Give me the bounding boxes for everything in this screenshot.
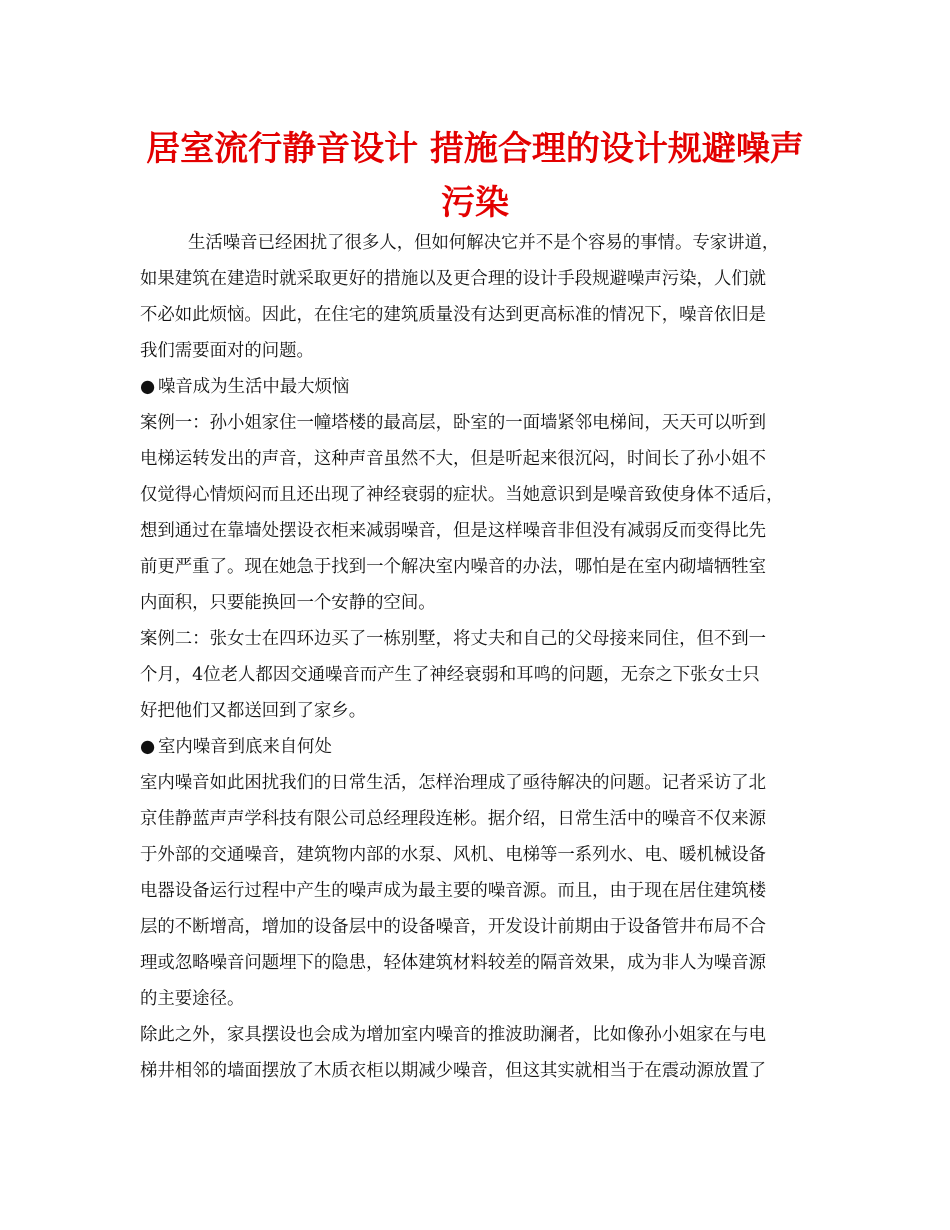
paragraph-line: 梯井相邻的墙面摆放了木质衣柜以期减少噪音，但这其实就相当于在震动源放置了 [140,1061,767,1081]
paragraph-line: 个月，4位老人都因交通噪音而产生了神经衰弱和耳鸣的问题，无奈之下张女士只 [140,665,760,685]
article-body [140,225,820,1089]
paragraph-line: 除此之外，家具摆设也会成为增加室内噪音的推波助澜者，比如像孙小姐家在与电 [140,1025,767,1045]
paragraph-line: 理或忽略噪音问题埋下的隐患，轻体建筑材料较差的隔音效果，成为非人为噪音源 [140,953,767,973]
section-heading [140,729,820,765]
paragraph-line: 案例一：孙小姐家住一幢塔楼的最高层，卧室的一面墙紧邻电梯间，天天可以听到 [140,413,767,433]
title-line-2: 污染 [441,183,509,223]
paragraph-line: 我们需要面对的问题。 [140,341,314,361]
section-heading [140,369,820,405]
paragraph-line: 如果建筑在建造时就采取更好的措施以及更合理的设计手段规避噪声污染，人们就 [140,269,767,289]
paragraph-line: 电梯运转发出的声音，这种声音虽然不大，但是听起来很沉闷，时间长了孙小姐不 [140,449,767,469]
paragraph-line: 不必如此烦恼。因此，在住宅的建筑质量没有达到更高标准的情况下，噪音依旧是 [140,305,767,325]
paragraph-line: 生活噪音已经困扰了很多人，但如何解决它并不是个容易的事情。专家讲道， [188,233,780,253]
paragraph-line: 好把他们又都送回到了家乡。 [140,701,367,721]
paragraph-line: 的主要途径。 [140,989,245,1009]
paragraph-line: 室内噪音如此困扰我们的日常生活，怎样治理成了亟待解决的问题。记者采访了北 [140,773,767,793]
paragraph-line: 想到通过在靠墙处摆设衣柜来减弱噪音，但是这样噪音非但没有减弱反而变得比先 [140,521,767,541]
paragraph-line: 京佳静蓝声声学科技有限公司总经理段连彬。据介绍，日常生活中的噪音不仅来源 [140,809,767,829]
bullet-icon: ● [140,737,156,757]
paragraph-line: 层的不断增高，增加的设备层中的设备噪音，开发设计前期由于设备管井布局不合 [140,917,767,937]
paragraph-line: 内面积，只要能换回一个安静的空间。 [140,593,436,613]
bullet-icon: ● [140,377,156,397]
paragraph-line: 电器设备运行过程中产生的噪声成为最主要的噪音源。而且，由于现在居住建筑楼 [140,881,767,901]
title-line-1: 居室流行静音设计 措施合理的设计规避噪声 [146,129,804,169]
paragraph-line: 前更严重了。现在她急于找到一个解决室内噪音的办法，哪怕是在室内砌墙牺牲室 [140,557,767,577]
paragraph-line: 于外部的交通噪音，建筑物内部的水泵、风机、电梯等一系列水、电、暖机械设备 [140,845,767,865]
paragraph-line: 案例二：张女士在四环边买了一栋别墅，将丈夫和自己的父母接来同住，但不到一 [140,629,767,649]
page-title [120,122,830,230]
section-heading-text: 噪音成为生活中最大烦恼 [158,377,350,397]
section-heading-text: 室内噪音到底来自何处 [158,737,332,757]
paragraph-line: 仅觉得心情烦闷而且还出现了神经衰弱的症状。当她意识到是噪音致使身体不适后， [140,485,784,505]
